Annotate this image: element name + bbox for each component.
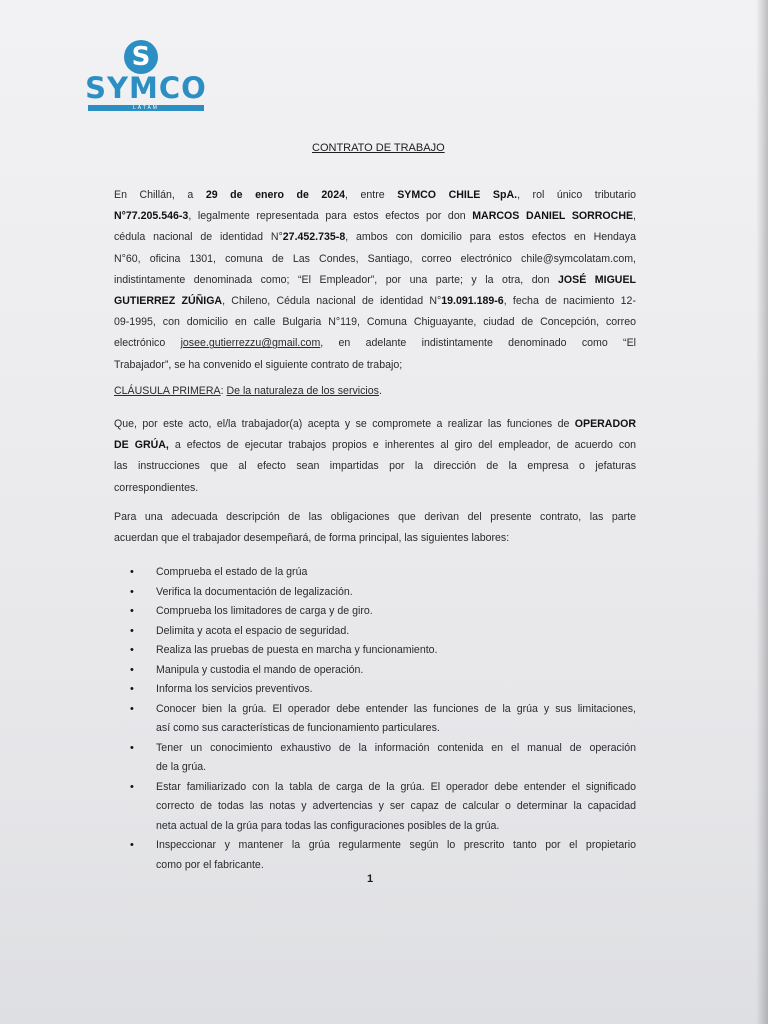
logo-wordmark: SYMCO: [85, 71, 207, 105]
list-item-text: Tener un conocimiento exhaustivo de la información contenida en el manual de operación: [156, 741, 636, 754]
list-item-text: como por el fabricante.: [156, 858, 264, 871]
list-item-text: así como sus características de funcionamiento particulares.: [156, 722, 440, 734]
list-item-text: de la grúa.: [156, 761, 207, 773]
logo-subtitle: LATAM: [88, 105, 204, 111]
list-item-text: neta actual de la grúa para todas las configuraciones posibles de la grúa.: [156, 819, 500, 832]
list-item-text: Comprueba el estado de la grúa: [156, 566, 308, 578]
intro-line: En Chillán, a 29 de enero de 2024, entre SYMCO CHILE SpA., rol único tributario: [114, 189, 636, 201]
intro-line: indistintamente denominada como; “El Empleador”, por una parte; y la otra, don JOSÉ MIGUEL: [114, 273, 636, 286]
paragraph-line: las instrucciones que al efecto sean impartidas por la dirección de la empresa o jefaturas: [114, 460, 636, 473]
intro-line: N°60, oficina 1301, comuna de Las Condes, Santiago, correo electrónico chile@symcolatam.com,: [114, 252, 636, 265]
list-item-text: Informa los servicios preventivos.: [156, 683, 313, 695]
list-item-text: Manipula y custodia el mando de operación.: [156, 663, 364, 676]
paragraph-line: acuerdan que el trabajador desempeñará, de forma principal, las siguientes labores:: [114, 532, 510, 545]
list-item: [130, 661, 636, 681]
symco-logo: [84, 40, 208, 112]
clause-label: CLÁUSULA PRIMERA: [114, 385, 221, 397]
clause-heading: CLÁUSULA PRIMERA: De la naturaleza de los servicios.: [114, 385, 382, 397]
paragraph-line: Para una adecuada descripción de las obligaciones que derivan del presente contrato, las parte: [114, 511, 636, 523]
list-item: [130, 583, 636, 603]
intro-line: N°77.205.546-3, legalmente representada para estos efectos por don MARCOS DANIEL SORROCHE,: [114, 210, 636, 223]
symco-logo-icon: S: [124, 40, 158, 74]
clause-title: De la naturaleza de los servicios: [226, 385, 379, 397]
bullet-icon: •: [130, 644, 134, 656]
obligations-paragraph: [114, 507, 636, 549]
document-title: CONTRATO DE TRABAJO: [312, 142, 445, 154]
intro-line: 09-1995, con domicilio en calle Bulgaria N°119, Comuna Chiguayante, ciudad de Concepción, correo: [114, 316, 636, 329]
list-item: [130, 680, 636, 700]
bullet-icon: •: [130, 741, 134, 754]
paragraph-line: Que, por este acto, el/la trabajador(a) acepta y se compromete a realizar las funciones de OPERADOR: [114, 418, 636, 430]
intro-line: Trabajador”, se ha convenido el siguiente contrato de trabajo;: [114, 358, 403, 371]
intro-paragraph: [114, 185, 636, 376]
list-item: [130, 622, 636, 642]
list-item-text: Delimita y acota el espacio de seguridad.: [156, 624, 350, 637]
list-item: [130, 700, 636, 739]
email-link[interactable]: josee.gutierrezzu@gmail.com: [180, 337, 321, 350]
intro-line: GUTIERREZ ZÚÑIGA, Chileno, Cédula nacional de identidad N°19.091.189-6, fecha de nacimiento 12-: [114, 294, 636, 307]
bullet-icon: •: [130, 585, 134, 598]
list-item: [130, 778, 636, 837]
list-item-text: Conocer bien la grúa. El operador debe entender las funciones de la grúa y sus limitaciones,: [156, 702, 636, 715]
list-item-text: Realiza las pruebas de puesta en marcha y funcionamiento.: [156, 644, 438, 656]
list-item: [130, 641, 636, 661]
list-item-text: Inspeccionar y mantener la grúa regularmente según lo prescrito tanto por el propietario: [156, 839, 636, 851]
intro-line: electrónico josee.gutierrezzu@gmail.com, en adelante indistintamente denominado como “El: [114, 337, 636, 350]
paragraph-line: correspondientes.: [114, 481, 199, 494]
bullet-icon: •: [130, 663, 134, 676]
bullet-icon: •: [130, 605, 134, 617]
list-item-text: Comprueba los limitadores de carga y de giro.: [156, 605, 373, 617]
list-item-text: Estar familiarizado con la tabla de carga de la grúa. El operador debe entender el significado: [156, 780, 636, 793]
list-item-text: Verifica la documentación de legalización.: [156, 585, 353, 598]
bullet-icon: •: [130, 702, 134, 715]
list-item: [130, 563, 636, 583]
bullet-icon: •: [130, 839, 134, 851]
bullet-icon: •: [130, 780, 134, 793]
services-paragraph: [114, 414, 636, 499]
list-item: [130, 739, 636, 778]
page-number: 1: [367, 873, 374, 885]
list-item: [130, 602, 636, 622]
intro-line: cédula nacional de identidad N°27.452.735-8, ambos con domicilio para estos efectos en Hendaya: [114, 231, 636, 244]
bullet-icon: •: [130, 566, 134, 578]
list-item-text: correcto de todas las notas y advertencias y ser capaz de calcular o determinar la capacidad: [156, 800, 636, 812]
paragraph-line: DE GRÚA, a efectos de ejecutar trabajos propios e inherentes al giro del empleador, de acuerdo con: [114, 439, 637, 452]
list-item: [130, 836, 636, 875]
bullet-icon: •: [130, 624, 134, 637]
bullet-icon: •: [130, 683, 134, 695]
